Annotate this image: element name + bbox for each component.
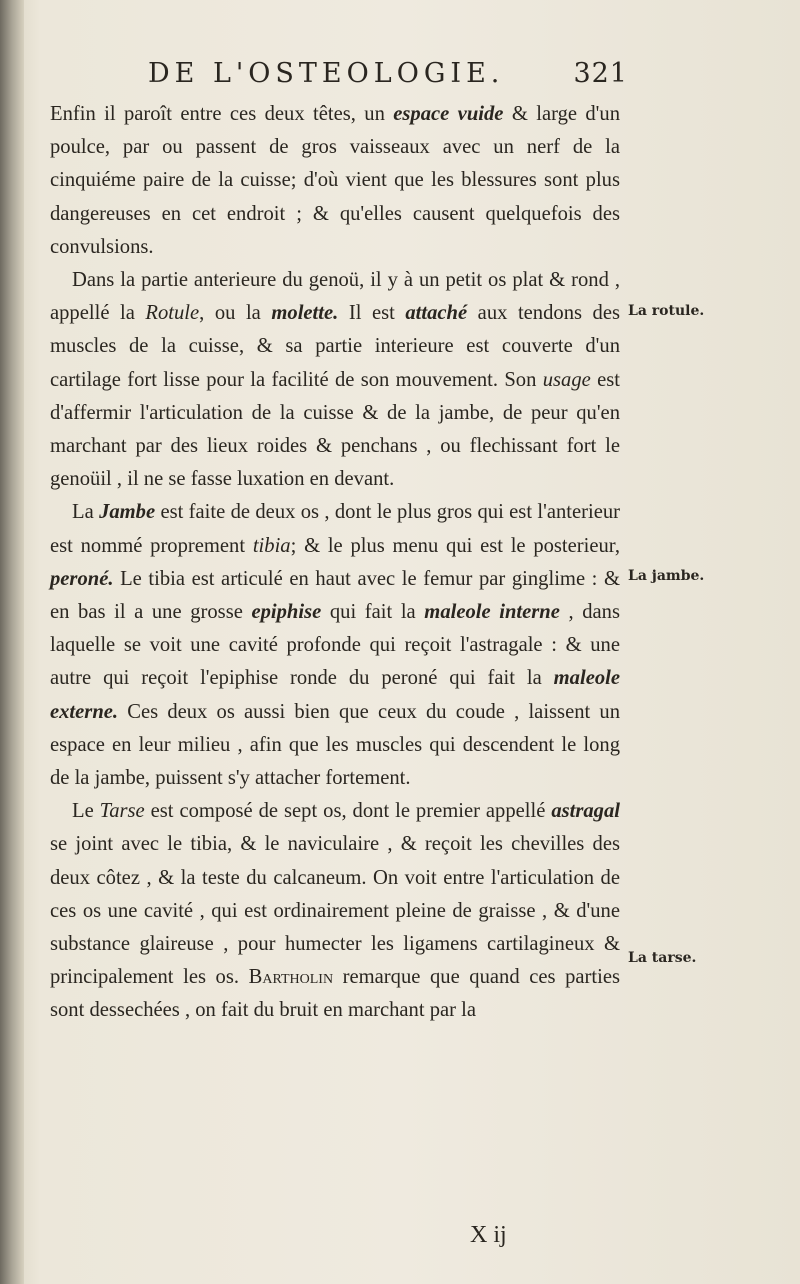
text-run: Dans la partie anterieure du genoü, il y à un petit os plat & rond , appellé la [50,269,620,325]
paragraph-rotule [50,264,620,496]
body-text [50,98,620,1028]
text-run: Ces deux os aussi bien que ceux du coude , laissent un espace en leur milieu , afin que les muscles qui descendent le long de la jambe, puissent s'y attacher fortement. [50,700,620,790]
emphasized-term: peroné. [50,567,114,590]
text-run: aux tendons des muscles de la cuisse, & sa partie interieure est couverte d'un cartilage fort lisse pour la facilité de son mouvement. Son [50,302,620,391]
text-run: se joint avec le tibia, & le naviculaire , & reçoit les chevilles des deux côtez , & la teste du calcaneum. On voit entre l'articulation de ces os une cavité , qui est ordinairement pleine de graisse , & d'une substance glaireuse , pour humecter les ligamens cartilagineux & principalement les os. [50,833,620,989]
margin-note-tarse: La tarse. [628,950,697,966]
running-header [148,58,628,98]
text-run: est d'affermir l'articulation de la cuisse & de la jambe, de peur qu'en marchant par des lieux roides & penchans , ou flechissant fort le genoüil , il ne se fasse luxation en devant. [50,368,620,491]
emphasized-term: molette. [271,302,339,325]
paragraph-jambe [50,496,620,795]
text-run: est composé de sept os, dont le premier appellé [144,800,552,823]
text-run: , dans laquelle se voit une cavité profonde qui reçoit l'astragale : & une autre qui reçoit l'epiphise ronde du peroné qui fait la [50,601,620,690]
emphasized-term: epiphise [251,601,322,624]
margin-note-rotule: La rotule. [628,303,705,319]
emphasized-term: maleole interne [424,601,560,624]
author-name: Bartholin [248,966,334,989]
italic-term: Tarse [99,800,145,823]
text-run: Le tibia est articulé en haut avec le femur par ginglime : & en bas il a une grosse [50,567,620,624]
text-run: qui fait la [321,601,425,624]
text-run: & large d'un poulce, par ou passent de gros vaisseaux avec un nerf de la cinquiéme paire de la cuisse; d'où vient que les blessures sont plus dangereuses en cet endroit ; & qu'elles causent quelquefois des convulsions. [50,103,620,258]
running-title: DE L'OSTEOLOGIE. [148,58,505,89]
page-binding-shadow [0,0,24,1284]
emphasized-term: maleole externe. [50,667,620,723]
text-run: est faite de deux os , dont le plus gros qui est l'anterieur est nommé proprement [50,501,620,557]
signature-mark: X ij [470,1222,507,1248]
text-run: La [72,501,100,524]
text-run: remarque que quand ces parties sont dessechées , on fait du bruit en marchant par la [50,966,620,1022]
paragraph-usage-knee-space [50,98,620,264]
text-run: Enfin il paroît entre ces deux têtes, un [50,103,394,125]
text-run: , ou la [199,302,272,325]
italic-term: Rotule [145,302,200,325]
text-run: Le [72,800,100,823]
italic-term: tibia [252,534,291,557]
emphasized-term: Jambe [99,501,156,524]
text-run: Il est [338,302,406,325]
emphasized-term: attaché [405,302,468,325]
margin-note-jambe: La jambe. [628,568,705,584]
italic-term: usage [542,368,591,391]
emphasized-term: astragal [551,800,620,823]
page-number: 321 [573,58,628,89]
paragraph-tarse [50,795,620,1027]
emphasized-term: espace vuide [393,103,504,125]
text-run: ; & le plus menu qui est le posterieur, [290,534,620,557]
